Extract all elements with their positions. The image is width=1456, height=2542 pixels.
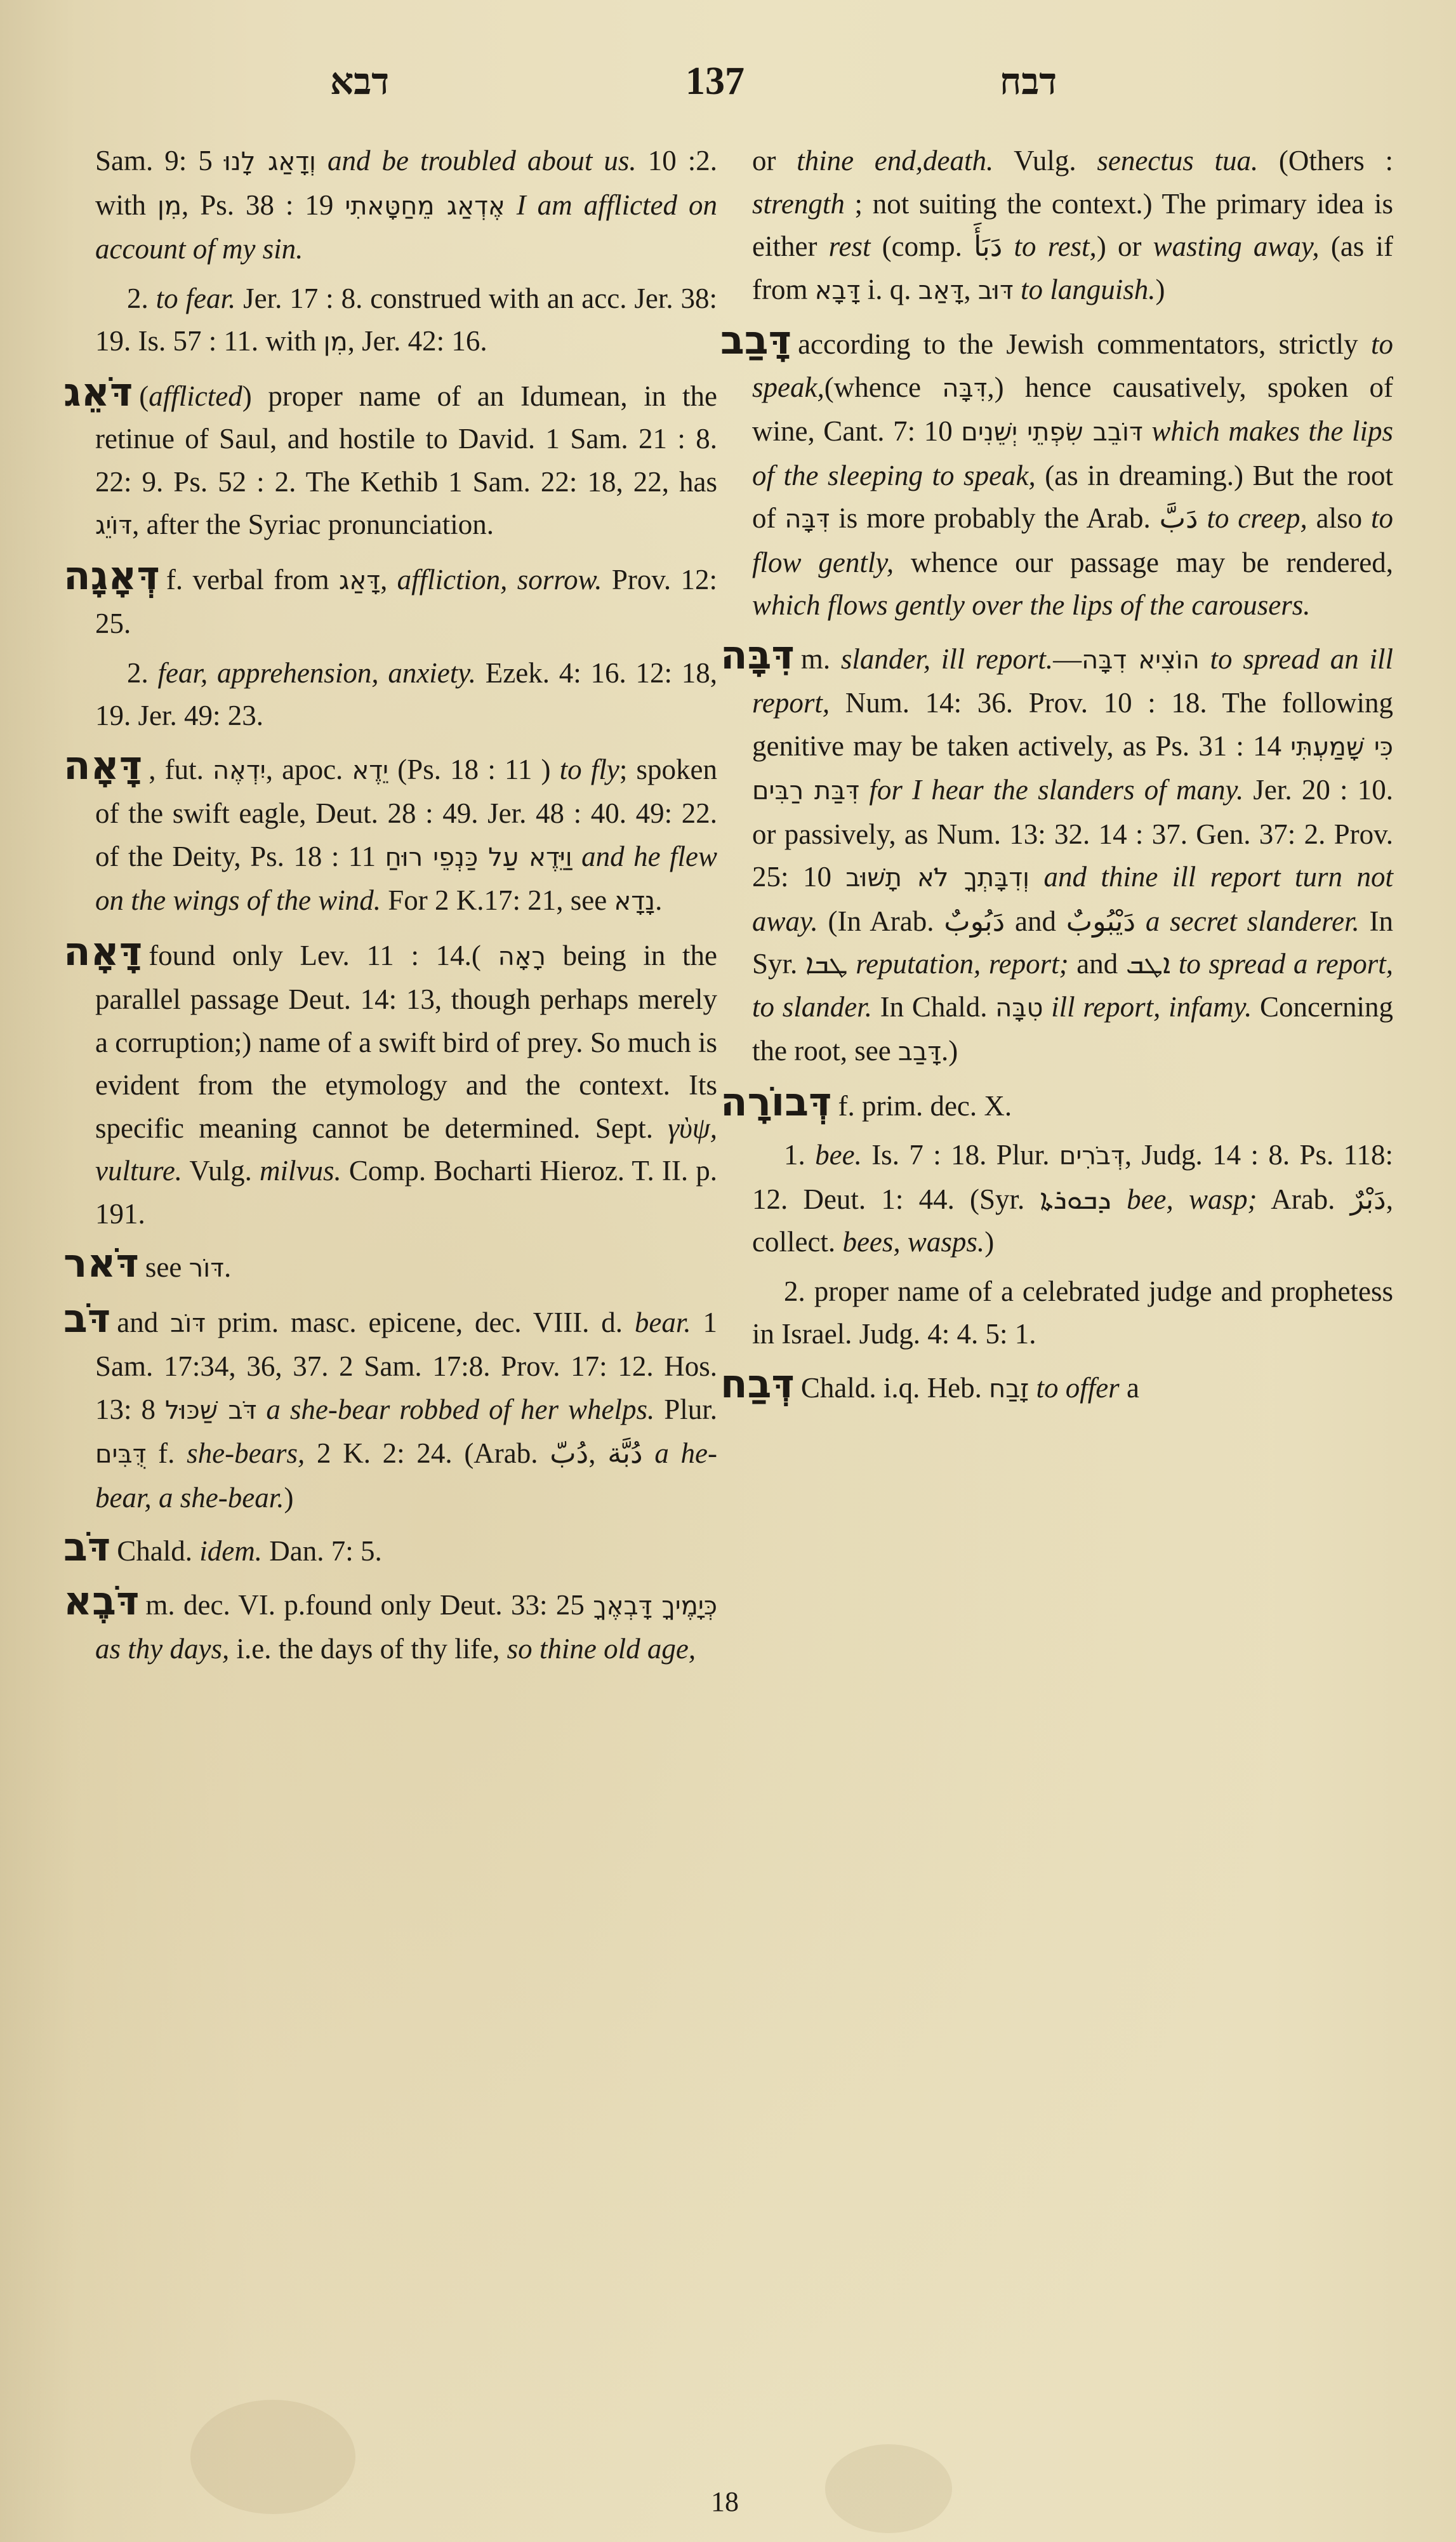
text-run — [1029, 861, 1043, 893]
headword: דָּאָה — [63, 742, 143, 789]
italic-gloss: she-bears, — [187, 1437, 305, 1469]
text-run: ) — [1155, 273, 1165, 305]
hebrew-word: מִן — [157, 191, 182, 221]
text-run: (as if from — [752, 230, 1393, 305]
text-run: , collect. — [752, 1183, 1393, 1258]
hebrew-word: דֻּבִּים — [95, 1440, 147, 1469]
right-column — [720, 140, 1393, 1417]
headword: דָּאָה — [63, 928, 143, 975]
hebrew-word: דִּבָּה — [784, 505, 830, 534]
italic-gloss: bear. — [634, 1306, 691, 1338]
text-run: Comp. Bocharti Hieroz. T. II. p. 191. — [95, 1155, 717, 1230]
italic-gloss: thine end,death. — [797, 145, 994, 176]
headword: דֹּאֵג — [63, 368, 133, 415]
hebrew-word: טִבָּה — [995, 993, 1043, 1023]
text-run: . — [655, 884, 663, 916]
hebrew-word: זָבַח — [989, 1374, 1029, 1404]
hebrew-word: דּוֹיֵג — [95, 511, 133, 540]
text-run: m. — [800, 642, 841, 675]
text-run: (In Arab. — [817, 905, 944, 937]
text-run: see — [145, 1251, 189, 1283]
text-run: (comp. — [870, 230, 974, 262]
italic-gloss: to spread a report, to slander. — [752, 948, 1394, 1023]
text-run: Arab. — [1257, 1183, 1351, 1215]
entry-continuation — [720, 140, 1393, 312]
cognate-word: دَبْرٌ — [1350, 1183, 1386, 1216]
text-run: f. verbal from — [166, 563, 340, 596]
italic-gloss: and be troubled about us. — [328, 145, 637, 176]
hebrew-word: הוֹצִיא דִבָּה — [1082, 645, 1200, 675]
text-run: , Ps. 38 : 19 — [182, 189, 345, 221]
headword: דֹּב — [63, 1524, 111, 1570]
dictionary-entry — [720, 631, 1394, 1074]
hebrew-word: יִדְאֶה — [213, 755, 266, 785]
hebrew-word: יֵדֶא — [352, 755, 389, 785]
italic-gloss: idem. — [199, 1535, 262, 1567]
entry-sense — [720, 1134, 1393, 1264]
text-run — [1200, 643, 1210, 675]
text-run — [256, 1394, 266, 1425]
dictionary-entry — [720, 1078, 1393, 1128]
text-run: and — [117, 1306, 171, 1338]
headword: דְּבַח — [720, 1360, 795, 1407]
hebrew-word: וְדִבָּתְךָ לֹא תָשׁוּב — [845, 863, 1029, 893]
text-run: Vulg. — [182, 1155, 260, 1187]
text-run: 10 :2. with — [95, 145, 717, 221]
text-run: f. — [146, 1437, 187, 1469]
text-run — [1029, 1372, 1036, 1404]
cognate-word: دَبُوبٌ — [944, 905, 1005, 938]
text-run: .) — [941, 1035, 958, 1067]
text-run: ; not suiting the context.) The primary idea is either — [752, 187, 1393, 262]
text-run — [643, 1437, 655, 1469]
hebrew-word: דּוֹר — [189, 1254, 224, 1283]
text-run — [316, 145, 328, 176]
page-number: 137 — [685, 60, 745, 103]
text-run — [1143, 415, 1152, 447]
headword: דֹּבֶא — [63, 1577, 140, 1624]
text-run: In Chald. — [871, 990, 996, 1023]
italic-gloss: to languish. — [1021, 273, 1156, 305]
text-run — [848, 948, 856, 980]
italic-gloss: bee. — [815, 1139, 862, 1171]
italic-gloss: a he-bear, a she-bear. — [95, 1437, 717, 1514]
text-run: , — [380, 563, 397, 596]
entry-continuation — [63, 140, 717, 271]
hebrew-word: דּוּב — [977, 276, 1014, 305]
italic-gloss: and he flew on the wings of the wind. — [95, 840, 718, 916]
text-run: (as in dreaming.) But the root of — [752, 459, 1393, 534]
italic-gloss: a secret slanderer. — [1145, 905, 1360, 937]
text-run: 2. — [127, 656, 158, 689]
italic-gloss: γὺψ, vulture. — [95, 1112, 717, 1187]
text-run — [859, 774, 869, 806]
text-run: or — [752, 145, 797, 176]
text-run: ,) hence causatively, spoken of wine, Cant. 7: 10 — [752, 371, 1393, 447]
italic-gloss: which flows gently over the lips of the carousers. — [752, 589, 1311, 621]
italic-gloss: I am afflicted on account of my sin. — [95, 189, 717, 265]
hebrew-word: דָּבַב — [897, 1037, 942, 1067]
entry-sense — [720, 1270, 1393, 1356]
hebrew-word: וַיֵּדֶא עַל כַּנְפֵי רוּחַ — [385, 842, 572, 872]
signature-mark: 18 — [711, 2486, 739, 2517]
hebrew-word: דָּאַב — [918, 276, 964, 305]
italic-gloss: to rest, — [1014, 230, 1097, 262]
italic-gloss: senectus tua. — [1097, 145, 1259, 176]
italic-gloss: to fear. — [156, 282, 236, 314]
text-run: found only Lev. 11 : 14.( — [149, 939, 498, 971]
italic-gloss: milvus. — [260, 1155, 341, 1187]
running-head — [0, 56, 1456, 107]
italic-gloss: ill report, infamy. — [1051, 990, 1252, 1023]
text-run: Jer. 17 : 8. construed with an acc. Jer. 38: 19. Is. 57 : 11. with — [95, 282, 717, 357]
cognate-word: ܛܒܐ — [805, 948, 848, 980]
text-run: being in the parallel passage Deut. 14: 13, though perhaps merely a corruption;) name of a swift bird of prey. So much is evident from the etymology and the context. Its specific meaning cannot be determined. Sept. — [95, 939, 717, 1144]
text-run: , after the Syriac pronunciation. — [132, 509, 494, 540]
text-run: is more probably the Arab. — [830, 502, 1160, 534]
hebrew-word: כִּי שָׁמַעְתִּי דִּבַּת רַבִּים — [752, 732, 1393, 806]
italic-gloss: bee, wasp; — [1127, 1183, 1257, 1215]
italic-gloss: strength — [752, 187, 845, 220]
paper-stain — [190, 2400, 355, 2514]
italic-gloss: to fly — [559, 753, 619, 785]
text-run — [1170, 948, 1179, 980]
cognate-word: دُبّ — [550, 1437, 589, 1470]
text-run: Num. 14: 36. Prov. 10 : 18. The following genitive may be taken actively, as Ps. 31 : 14 — [752, 687, 1393, 762]
text-run: ; spoken of the swift eagle, Deut. 28 : 49. Jer. 48 : 40. 49: 22. of the Deity, Ps. 18 : 11 — [95, 753, 717, 872]
text-run — [572, 841, 581, 872]
cognate-word: ܕܒܘܪܬܐ — [1040, 1183, 1111, 1216]
text-run: ) or — [1096, 230, 1153, 262]
text-run — [1135, 905, 1146, 937]
italic-gloss: fear, apprehension, anxiety. — [157, 656, 477, 689]
hebrew-word: וְדָאַג לָנוּ — [223, 147, 316, 176]
text-run: prim. masc. epicene, dec. VIII. d. — [205, 1306, 635, 1338]
entry-sense — [63, 277, 717, 364]
text-run: ) proper name of an Idumean, in the retinue of Saul, and hostile to David. 1 Sam. 21 : 8. 22: 9. Ps. 52 : 2. The Kethib 1 Sam. 22: 18, 22, has — [95, 380, 717, 498]
italic-gloss: slander, ill report. — [840, 642, 1054, 675]
text-run: ( — [139, 380, 149, 412]
text-run: Concerning the root, see — [752, 990, 1393, 1067]
dictionary-entry — [63, 1294, 718, 1520]
dictionary-entry — [63, 368, 717, 548]
headword: דְּאָגָה — [63, 552, 160, 599]
text-run: , Jer. 42: 16. — [347, 325, 487, 357]
text-run — [505, 189, 517, 221]
dictionary-entry — [720, 1362, 1393, 1411]
hebrew-word: רָאָה — [498, 942, 546, 971]
cognate-word: دُبَّة — [607, 1437, 643, 1470]
text-run: 2. — [127, 282, 156, 314]
italic-gloss: rest — [828, 230, 871, 262]
italic-gloss: to spread an ill report, — [752, 642, 1393, 719]
dictionary-entry — [63, 1242, 717, 1291]
italic-gloss: to flow gently, — [752, 502, 1393, 578]
italic-gloss: bees, wasps. — [842, 1226, 985, 1258]
text-run: , — [588, 1437, 608, 1469]
italic-gloss: a she-bear robbed of her whelps. — [266, 1393, 655, 1425]
dictionary-entry — [63, 930, 717, 1236]
hebrew-word: דָּבָא — [814, 276, 861, 305]
text-run: , — [963, 273, 978, 305]
text-run: whence our passage may be rendered, — [894, 546, 1393, 578]
text-run: and — [1005, 905, 1066, 937]
text-run: , Judg. 14 : 8. Ps. 118: 12. Deut. 1: 44. (Syr. — [752, 1139, 1393, 1215]
headword: דֹּב — [63, 1294, 111, 1341]
hebrew-word: דְּבֹרִים — [1059, 1141, 1125, 1171]
text-run: Sam. 9: 5 — [95, 145, 224, 176]
italic-gloss: which makes the lips of the sleeping to speak, — [752, 415, 1393, 491]
italic-gloss: as thy days, — [95, 1633, 230, 1665]
hebrew-word: דֹּב שַׁכּוּל — [164, 1395, 257, 1425]
hebrew-word: מִן — [323, 328, 348, 357]
text-run: (whence — [824, 371, 943, 403]
text-run: and — [1068, 948, 1126, 980]
text-run — [1014, 274, 1021, 305]
text-run: also — [1307, 502, 1371, 534]
text-run: Jer. 20 : 10. or passively, as Num. 13: 32. 14 : 37. Gen. 37: 2. Prov. 25: 10 — [752, 774, 1394, 893]
text-run: 2 K. 2: 24. (Arab. — [305, 1437, 550, 1469]
text-run: — — [1053, 642, 1082, 675]
italic-gloss: to offer — [1036, 1371, 1120, 1404]
italic-gloss: for I hear the slanders of many. — [869, 774, 1244, 806]
cognate-word: ܐܛܒ — [1125, 948, 1171, 980]
paper-stain — [825, 2444, 952, 2533]
text-run: Prov. 12: 25. — [95, 563, 718, 639]
text-run: Ezek. 4: 16. 12: 18, 19. Jer. 49: 23. — [95, 656, 717, 731]
text-run: Is. 7 : 18. Plur. — [861, 1139, 1059, 1171]
text-run: Dan. 7: 5. — [262, 1535, 382, 1567]
text-run: Vulg. — [993, 145, 1097, 176]
hebrew-word: דִּבָּה — [942, 373, 988, 403]
text-run: i. q. — [860, 273, 918, 305]
text-run: 1. — [784, 1139, 816, 1171]
text-run: Chald. i.q. Heb. — [800, 1371, 989, 1404]
text-run — [1002, 230, 1014, 262]
text-run: ) — [284, 1481, 294, 1514]
dictionary-entry — [63, 554, 717, 646]
italic-gloss: so thine old age, — [506, 1633, 696, 1665]
text-run — [1043, 991, 1051, 1023]
dictionary-entry — [63, 1577, 718, 1671]
cognate-word: دَيْبُوبٌ — [1066, 905, 1136, 938]
headword: דִּבָּה — [720, 631, 795, 678]
text-run: , apoc. — [265, 753, 352, 785]
left-catchword: דבא — [330, 60, 390, 103]
left-column — [63, 140, 717, 1677]
text-run: according to the Jewish commentators, strictly — [798, 328, 1371, 360]
text-run: 1 Sam. 17:34, 36, 37. 2 Sam. 17:8. Prov. 17: 12. Hos. 13: 8 — [95, 1306, 718, 1425]
italic-gloss: affliction, sorrow. — [397, 563, 602, 596]
italic-gloss: reputation, report; — [856, 948, 1069, 980]
headword: דְּבוֹרָה — [720, 1078, 832, 1125]
hebrew-word: דּוֹבֵב שִׂפְתֵי יְשֵׁנִים — [961, 418, 1143, 447]
hebrew-word: כְּיָמֶיךָ דָּבְאֶךָ — [593, 1591, 718, 1621]
hebrew-word: דּוֹב — [170, 1308, 206, 1338]
italic-gloss: wasting away, — [1153, 230, 1320, 262]
cognate-word: دَبَّ — [1159, 502, 1198, 535]
italic-gloss: to creep, — [1207, 502, 1307, 534]
text-run: Plur. — [654, 1393, 717, 1425]
hebrew-word: נָדָא — [614, 887, 656, 916]
right-catchword: דבח — [1000, 60, 1057, 103]
hebrew-word: דָּאַג — [339, 566, 381, 596]
italic-gloss: and thine ill report turn not away. — [752, 861, 1393, 937]
hebrew-word: אֶדְאַג מֵחַטָּאתִי — [345, 191, 505, 221]
dictionary-entry — [63, 1526, 717, 1573]
headword: דֹּאר — [63, 1240, 139, 1286]
dictionary-entry — [63, 744, 717, 924]
italic-gloss: to speak, — [752, 328, 1393, 403]
text-run: Chald. — [117, 1535, 200, 1567]
text-run: a — [1119, 1371, 1139, 1404]
text-run: 2. proper name of a celebrated judge and prophetess in Israel. Judg. 4: 4. 5: 1. — [752, 1275, 1393, 1350]
headword: דָּבַב — [720, 317, 792, 363]
text-run: (Ps. 18 : 11 ) — [388, 753, 560, 785]
text-run: i.e. the days of thy life, — [229, 1633, 507, 1665]
text-run — [1111, 1183, 1127, 1215]
italic-gloss: afflicted — [149, 380, 242, 412]
cognate-word: دَبَأَ — [974, 230, 1003, 263]
text-run: (Others : — [1258, 145, 1393, 176]
text-run: m. dec. VI. p.found only Deut. 33: 25 — [145, 1588, 593, 1621]
text-run: In Syr. — [752, 905, 1393, 980]
dictionary-entry — [720, 319, 1393, 627]
entry-sense — [63, 652, 717, 738]
text-run — [1198, 502, 1207, 534]
text-run: ) — [984, 1226, 995, 1258]
text-run: f. prim. dec. X. — [838, 1089, 1012, 1122]
text-run: . — [223, 1251, 232, 1283]
text-run: For 2 K.17: 21, see — [381, 884, 614, 916]
text-run: , fut. — [149, 753, 213, 785]
